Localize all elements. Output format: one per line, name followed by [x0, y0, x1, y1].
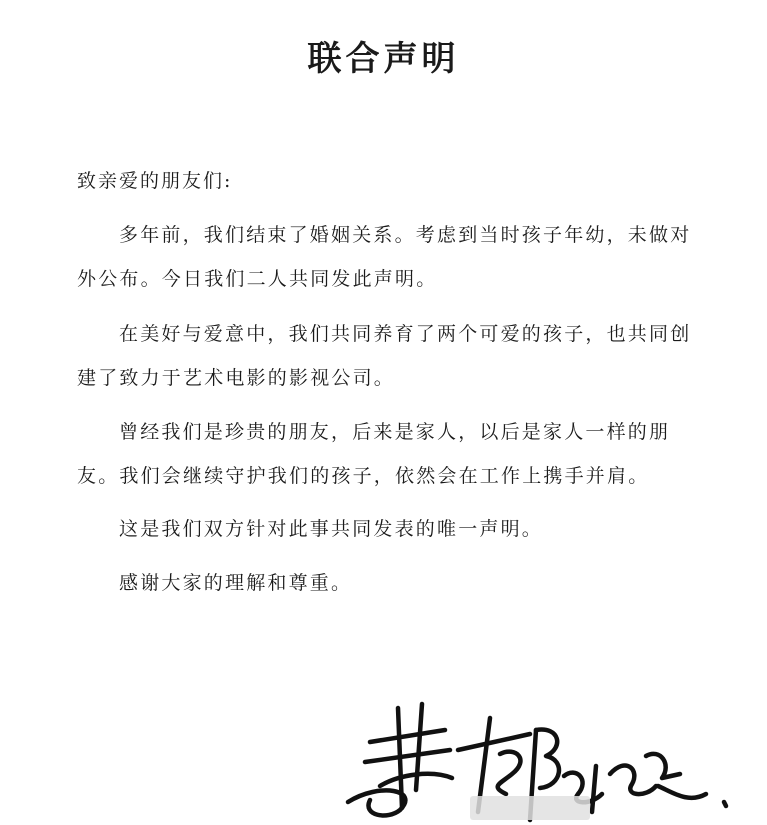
paragraph-5: 感谢大家的理解和尊重。 — [119, 572, 353, 594]
paragraph-1: 多年前，我们结束了婚姻关系。考虑到当时孩子年幼，未做对外公布。今日我们二人共同发此声明。 — [77, 224, 692, 290]
watermark — [470, 796, 590, 820]
paragraph-3: 曾经我们是珍贵的朋友，后来是家人，以后是家人一样的朋友。我们会继续守护我们的孩子，依然会在工作上携手并肩。 — [77, 421, 671, 487]
paragraph-2: 在美好与爱意中，我们共同养育了两个可爱的孩子，也共同创建了致力于艺术电影的影视公司。 — [77, 323, 692, 389]
statement-title: 联合声明 — [307, 39, 460, 79]
paragraph-4: 这是我们双方针对此事共同发表的唯一声明。 — [119, 518, 544, 540]
salutation: 致亲爱的朋友们: — [77, 170, 233, 192]
